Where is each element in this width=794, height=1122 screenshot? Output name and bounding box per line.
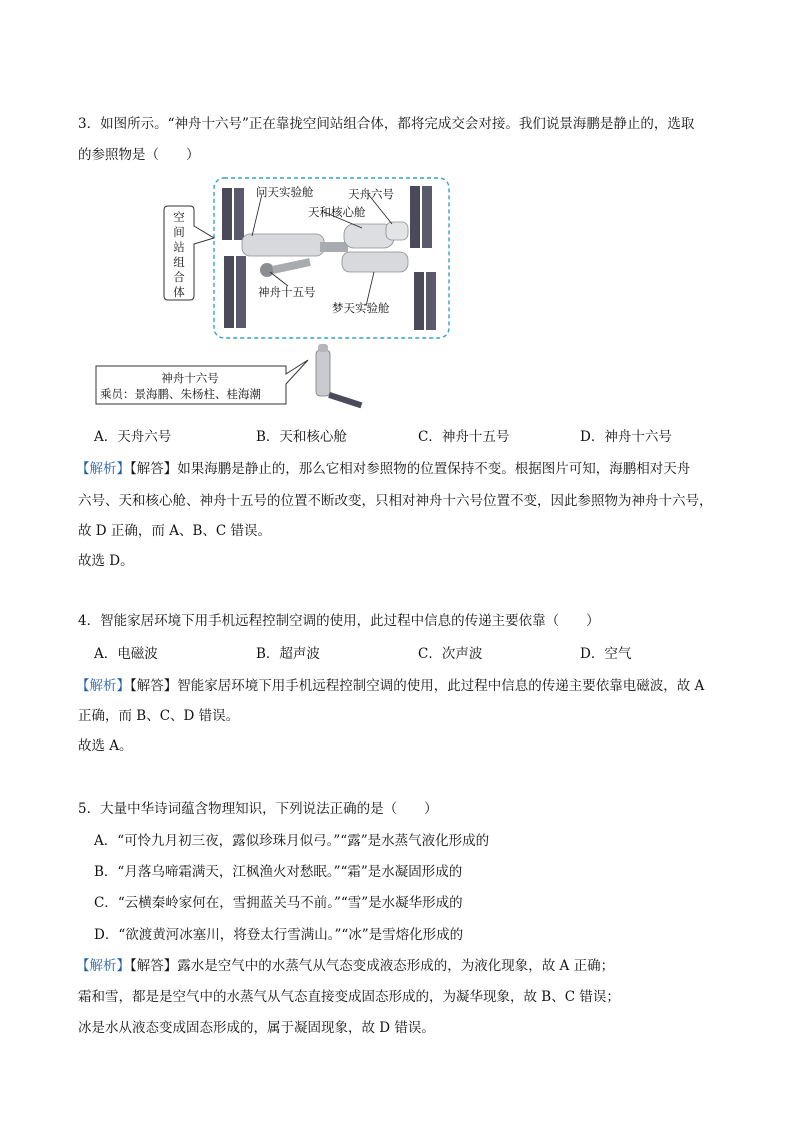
q5-analysis-line3: 冰是水从液态变成固态形成的，属于凝固现象，故 D 错误。 [78, 1020, 435, 1036]
station-modules [242, 222, 408, 277]
q4-option-a: A．电磁波 [94, 646, 158, 662]
vertical-label-char: 合 [173, 270, 185, 284]
q4-option-c: C．次声波 [418, 646, 483, 662]
q5-analysis-line1: 【解析】【解答】露水是空气中的水蒸气从气态变成液态形成的，为液化现象，故 A 正确； [76, 958, 615, 974]
q3-option-a: A．天舟六号 [94, 429, 172, 445]
q5-stem: 5．大量中华诗词蕴含物理知识，下列说法正确的是（ ） [78, 801, 438, 817]
q3-stem-line2: 的参照物是（ ） [78, 147, 200, 163]
solar-panels-right [410, 186, 436, 330]
card-title: 神舟十六号 [161, 371, 219, 385]
q4-analysis-line2: 正确，而 B、C、D 错误。 [78, 708, 240, 724]
shenzhou16-spacecraft [316, 344, 362, 408]
vertical-label-char: 组 [173, 255, 185, 269]
q3-option-b: B．天和核心舱 [256, 429, 347, 445]
analysis-tag: 【解析】 [76, 958, 130, 974]
card-crew: 乘员：景海鹏、朱杨柱、桂海潮 [100, 387, 261, 401]
q3-analysis-line1: 【解析】【解答】如果海鹏是静止的，那么它相对参照物的位置保持不变。根据图片可知，海鹏相对天舟 [76, 461, 691, 477]
analysis-tag: 【解析】 [76, 461, 130, 477]
vertical-label-char: 空 [173, 210, 185, 224]
q5-option-a: A．“可怜九月初三夜，露似珍珠月似弓。”“露”是水蒸气液化形成的 [94, 833, 490, 849]
answer-tag: 【解答】 [130, 958, 178, 974]
q5-option-c: C．“云横秦岭家何在，雪拥蓝关马不前。”“雪”是水凝华形成的 [94, 895, 463, 911]
q4-analysis-line1: 【解析】【解答】智能家居环境下用手机远程控制空调的使用，此过程中信息的传递主要依靠电磁波，故 A [76, 678, 705, 694]
label-tianzhou: 天舟六号 [348, 187, 394, 201]
answer-tag: 【解答】 [130, 461, 178, 477]
space-station-figure [92, 172, 462, 414]
analysis-tag: 【解析】 [76, 678, 130, 694]
station-label-callout [164, 206, 214, 300]
q3-conclusion: 故选 D。 [78, 553, 134, 569]
q5-analysis-line2: 霜和雪，都是是空气中的水蒸气从气态直接变成固态形成的，为凝华现象，故 B、C 错误； [78, 989, 620, 1005]
label-mengtian: 梦天实验舱 [332, 301, 390, 315]
label-wentian: 问天实验舱 [256, 185, 314, 199]
label-shenzhou15: 神舟十五号 [258, 285, 316, 299]
q4-conclusion: 故选 A。 [78, 738, 133, 754]
label-tianhe: 天和核心舱 [308, 205, 366, 219]
q3-stem-line1: 3．如图所示。“神舟十六号”正在靠拢空间站组合体，都将完成交会对接。我们说景海鹏是静止的，选取 [78, 116, 695, 132]
solar-panels-left [222, 188, 246, 328]
q3-analysis-line3: 故 D 正确，而 A、B、C 错误。 [78, 523, 271, 539]
answer-tag: 【解答】 [130, 678, 178, 694]
vertical-label-char: 站 [173, 240, 185, 254]
q4-stem: 4．智能家居环境下用手机远程控制空调的使用，此过程中信息的传递主要依靠（ ） [78, 613, 600, 629]
q5-option-b: B．“月落乌啼霜满天，江枫渔火对愁眠。”“霜”是水凝固形成的 [94, 864, 463, 880]
q3-analysis-line2: 六号、天和核心舱、神舟十五号的位置不断改变，只相对神舟十六号位置不变，因此参照物为神舟十六号， [78, 493, 713, 509]
q4-option-b: B．超声波 [256, 646, 320, 662]
vertical-label-char: 体 [173, 285, 185, 299]
q5-option-d: D．“欲渡黄河冰塞川，将登太行雪满山。”“冰”是雪熔化形成的 [94, 927, 464, 943]
q3-option-c: C．神舟十五号 [418, 429, 510, 445]
vertical-label-char: 间 [173, 225, 185, 239]
q4-option-d: D．空气 [580, 646, 632, 662]
q3-option-d: D．神舟十六号 [580, 429, 672, 445]
